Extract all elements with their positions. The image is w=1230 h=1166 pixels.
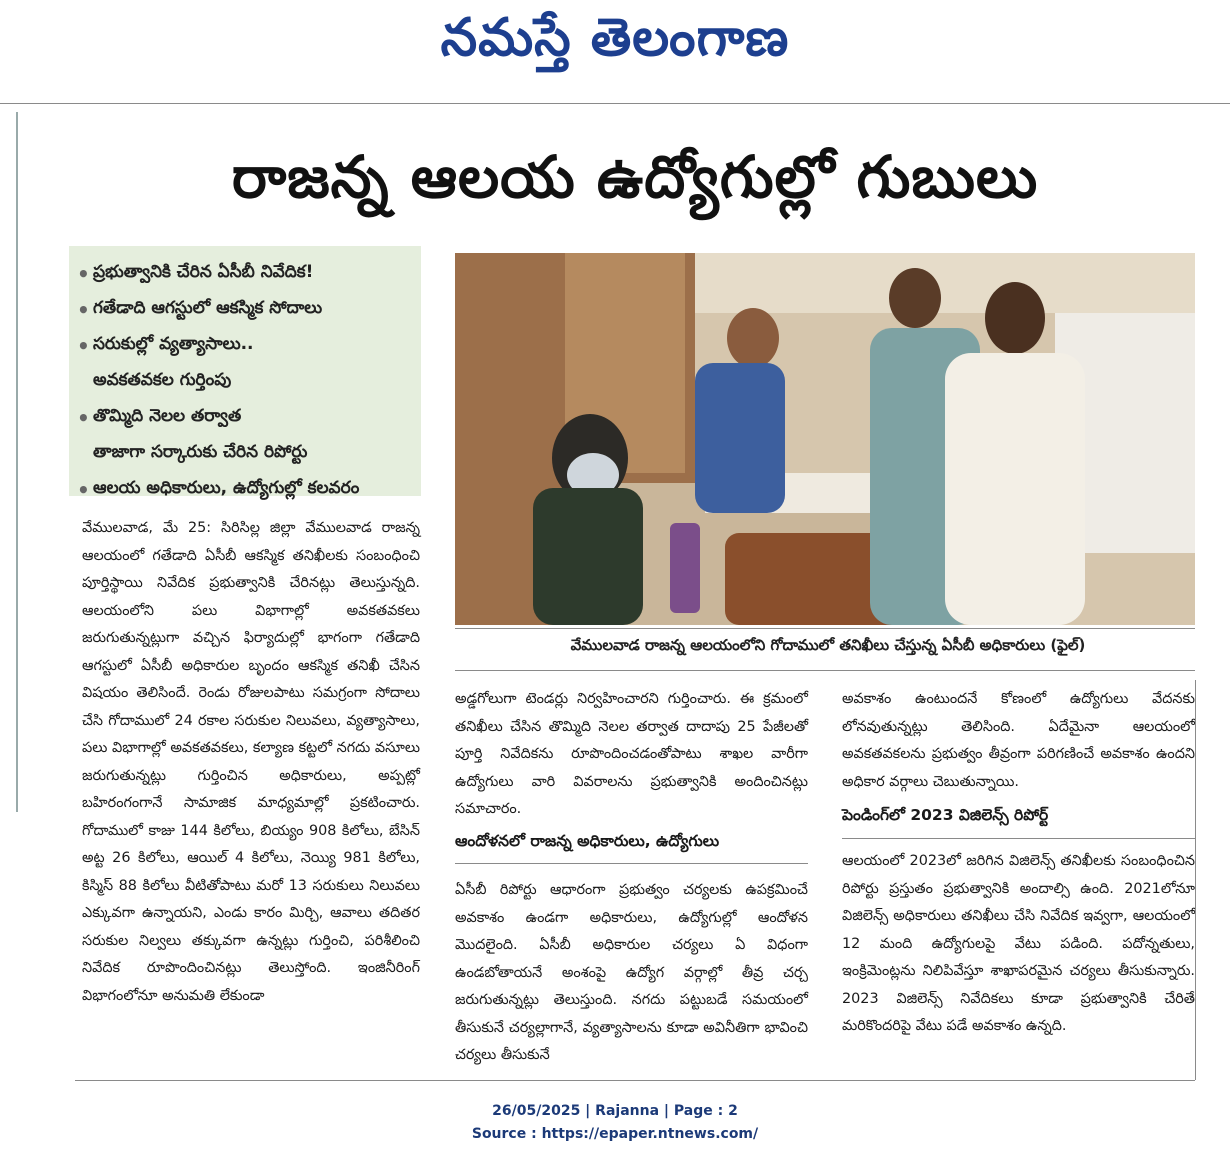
bullet-icon: • [77, 298, 90, 322]
highlight-item [77, 472, 413, 508]
article-bottom-rule [75, 1080, 1195, 1081]
bullet-icon: • [77, 478, 90, 502]
column-1 [82, 515, 420, 1010]
column-3-subhead: పెండింగ్‌లో 2023 విజిలెన్స్ రిపోర్ట్ [842, 806, 1049, 824]
column-2-subhead: ఆందోళనలో రాజన్న అధికారులు, ఉద్యోగులు [455, 832, 720, 850]
caption-bottom-rule [455, 670, 1195, 671]
highlight-text: సరుకుల్లో వ్యత్యాసాలు.. [93, 334, 254, 354]
column-2-top [455, 686, 808, 824]
headline: రాజన్న ఆలయ ఉద్యోగుల్లో గుబులు [231, 143, 1039, 211]
masthead: నమస్తే తెలంగాణ [440, 8, 790, 68]
column-3-text-b: ఆలయంలో 2023లో జరిగిన విజిలెన్స్ తనిఖీలకు సంబంధించిన రిపోర్టు ప్రస్తుతం ప్రభుత్వానికి అందాల్సి ఉంది. 2021లోనూ విజిలెన్స్ అధికారులు తనిఖీలు చేసి నివేదిక ఇవ్వగా, ఆలయంలో 12 మంది ఉద్యోగులపై వేటు పడింది. పదోన్నతులు, ఇంక్రిమెంట్లను నిలిపివేస్తూ శాఖాపరమైన చర్యలు తీసుకున్నారు. 2023 విజిలెన్స్ నివేదికలు కూడా ప్రభుత్వానికి చేరితే మరికొందరిపై వేటు పడే అవకాశం ఉన్నది. [842, 853, 1195, 1034]
highlight-text: తాజాగా సర్కారుకు చేరిన రిపోర్టు [93, 442, 308, 462]
photo-caption: వేములవాడ రాజన్న ఆలయంలోని గోదాములో తనిఖీలు చేస్తున్న ఏసీబీ అధికారులు (ఫైల్) [570, 636, 1086, 654]
column-3-bottom [842, 848, 1195, 1041]
highlight-item [77, 328, 413, 364]
column-2-text-a: అడ్డగోలుగా టెండర్లు నిర్వహించారని గుర్తించారు. ఈ క్రమంలో తనిఖీలు చేసిన తొమ్మిది నెలల తర్వాత దాదాపు 25 పేజీలతో పూర్తి నివేదికను రూపొందించడంతోపాటు శాఖల వారీగా ఉద్యోగులు వారి వివరాలను ప్రభుత్వానికి అందించినట్లు సమాచారం. [455, 691, 808, 817]
highlight-text: ఆలయ అధికారులు, ఉద్యోగుల్లో కలవరం [93, 478, 360, 498]
left-edge-bar [0, 112, 18, 812]
highlight-text: అవకతవకల గుర్తింపు [93, 370, 232, 390]
photo-illustration [455, 253, 1195, 625]
highlight-text: గతేడాది ఆగస్టులో ఆకస్మిక సోదాలు [93, 298, 323, 318]
bullet-icon: • [77, 406, 90, 430]
bullet-icon: • [77, 262, 90, 286]
bullet-icon: • [77, 334, 90, 358]
column-divider-right [1195, 680, 1196, 1080]
column-2-bottom [455, 877, 808, 1070]
footer-date-line: 26/05/2025 | Rajanna | Page : 2 [492, 1103, 738, 1119]
highlight-item [77, 364, 413, 400]
column-3-subhead-rule [842, 838, 1195, 839]
column-3-top [842, 686, 1195, 796]
masthead-rule [0, 103, 1230, 104]
column-3-text-a: అవకాశం ఉంటుందనే కోణంలో ఉద్యోగులు వేదనకు లోనవుతున్నట్లు తెలిసింది. ఏదేమైనా ఆలయంలో అవకతవకలను ప్రభుత్వం తీవ్రంగా పరిగణించే అవకాశం ఉందని అధికార వర్గాలు చెబుతున్నాయి. [842, 691, 1195, 790]
highlight-item [77, 292, 413, 328]
highlight-text: తొమ్మిది నెలల తర్వాత [93, 406, 242, 426]
news-photo [455, 253, 1195, 625]
highlights-box [69, 246, 421, 502]
highlight-item [77, 256, 413, 292]
highlight-text: ప్రభుత్వానికి చేరిన ఏసీబీ నివేదిక! [93, 262, 314, 282]
highlight-item [77, 436, 413, 472]
caption-rule [455, 628, 1195, 629]
highlight-item [77, 400, 413, 436]
column-2-text-b: ఏసీబీ రిపోర్టు ఆధారంగా ప్రభుత్వం చర్యలకు ఉపక్రమించే అవకాశం ఉండగా అధికారులు, ఉద్యోగుల్లో ఆందోళన మొదలైంది. ఏసీబీ అధికారుల చర్యలు ఏ విధంగా ఉండబోతాయనే అంశంపై ఉద్యోగ వర్గాల్లో తీవ్ర చర్చ జరుగుతున్నట్లు తెలుస్తుంది. నగదు పట్టుబడే సమయంలో తీసుకునే చర్యల్లాగానే, వ్యత్యాసాలను కూడా అవినీతిగా భావించి చర్యలు తీసుకునే [455, 882, 808, 1063]
column-1-text: వేములవాడ, మే 25: సిరిసిల్ల జిల్లా వేములవాడ రాజన్న ఆలయంలో గతేడాది ఏసీబీ ఆకస్మిక తనిఖీలకు సంబంధించి పూర్తిస్థాయి నివేదిక ప్రభుత్వానికి చేరినట్లు తెలుస్తున్నది. ఆలయంలోని పలు విభాగాల్లో అవకతవకలు జరుగుతున్నట్లుగా వచ్చిన ఫిర్యాదుల్లో భాగంగా గతేడాది ఆగస్టులో ఏసీబీ అధికారుల బృందం ఆకస్మిక తనిఖీ చేసిన విషయం తెలిసిందే. రెండు రోజులపాటు సమగ్రంగా సోదాలు చేసి గోదాములో 24 రకాల సరుకుల నిలువలు, వ్యత్యాసాలు, పలు విభాగాల్లో అవకతవకలు, కల్యాణ కట్టలో నగదు వసూలు జరుగుతున్నట్లు గుర్తించిన అధికారులు, అప్పట్లో బహిరంగంగానే సామాజిక మాధ్యమాల్లో ప్రకటించారు. గోదాములో కాజు 144 కిలోలు, బియ్యం 908 కిలోలు, బేసిన్ అట్ట 26 కిలోలు, ఆయిల్ 4 కిలోలు, నెయ్యి 981 కిలోలు, కిస్మిస్ 88 కిలోలు వీటితోపాటు మరో 13 సరుకులు నిలువలు ఎక్కువగా ఉన్నాయని, ఎండు కారం మిర్చి, ఆవాలు తదితర సరుకుల నిల్వలు తక్కువగా ఉన్నట్లు గుర్తించి, పరిశీలించి నివేదిక రూపొందించినట్లు తెలుస్తోంది. ఇంజినీరింగ్ విభాగంలోనూ అనుమతి లేకుండా [82, 520, 420, 1004]
footer-source-line: Source : https://epaper.ntnews.com/ [471, 1126, 759, 1142]
column-2-subhead-rule [455, 863, 808, 864]
